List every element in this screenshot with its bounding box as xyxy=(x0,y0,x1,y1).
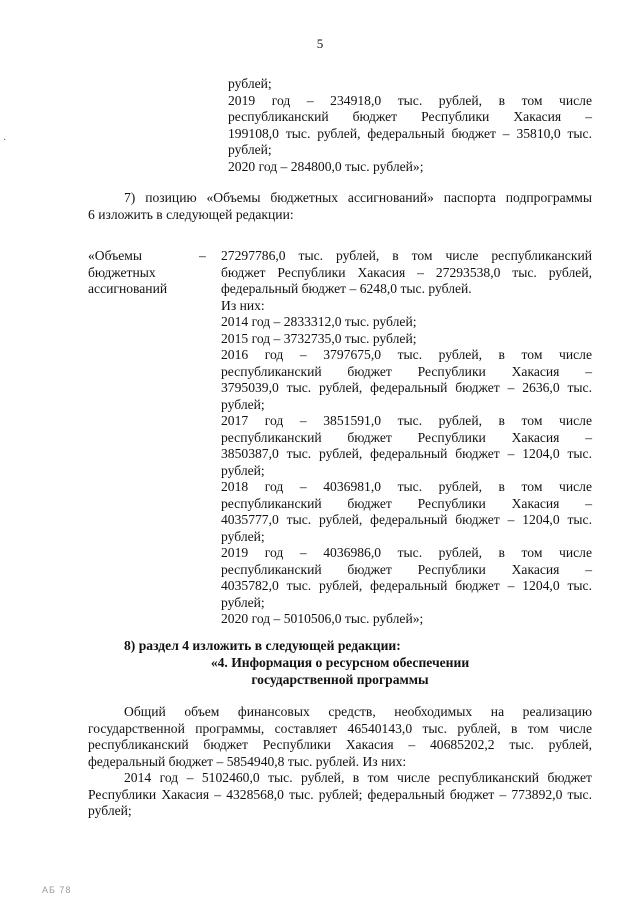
body-2014-line: рублей; xyxy=(88,803,132,818)
passport-value-line: 2015 год – 3732735,0 тыс. рублей; xyxy=(221,330,417,346)
passport-label-line: «Объемы xyxy=(88,248,142,263)
passport-value-line: республиканский бюджет Республики Хакасия – xyxy=(221,429,592,445)
passport-label-line: бюджетных xyxy=(88,264,156,280)
passport-value-line: рублей; xyxy=(221,396,265,412)
passport-value-line: 2017 год – 3851591,0 тыс. рублей, в том числе xyxy=(221,413,592,428)
section-title xyxy=(198,655,482,688)
passport-value-line: федеральный бюджет – 6248,0 тыс. рублей. xyxy=(221,281,472,296)
top-block-line: республиканский бюджет Республики Хакасия – xyxy=(228,109,592,124)
section-title-line: государственной программы xyxy=(251,671,429,687)
passport-value-line: 27297786,0 тыс. рублей, в том числе республиканский xyxy=(221,248,592,263)
body-paragraph-line: Общий объем финансовых средств, необходимых на реализацию xyxy=(124,704,592,719)
passport-value xyxy=(221,248,592,628)
passport-label-line: ассигнований xyxy=(88,281,168,296)
footer-code: АБ 78 xyxy=(42,885,72,895)
passport-value-line: 4035777,0 тыс. рублей, федеральный бюджет – 1204,0 тыс. xyxy=(221,512,592,527)
top-block-line: 2020 год – 284800,0 тыс. рублей»; xyxy=(228,158,424,174)
item7-line: 6 изложить в следующей редакции: xyxy=(88,206,294,222)
passport-value-line: республиканский бюджет Республики Хакасия – xyxy=(221,495,592,511)
page-number: 5 xyxy=(316,36,324,51)
body-2014-line: 2014 год – 5102460,0 тыс. рублей, в том числе республиканский бюджет xyxy=(124,770,592,785)
body-2014-line: Республики Хакасия – 4328568,0 тыс. рублей; федеральный бюджет – 773892,0 тыс. xyxy=(88,786,592,802)
body-paragraph-line: федеральный бюджет – 5854940,8 тыс. рублей. Из них: xyxy=(88,753,407,769)
passport-value-line: республиканский бюджет Республики Хакасия – xyxy=(221,561,592,577)
body-paragraph-line: государственной программы, составляет 46540143,0 тыс. рублей, в том числе xyxy=(88,720,592,736)
passport-value-line: 3850387,0 тыс. рублей, федеральный бюджет – 1204,0 тыс. xyxy=(221,446,592,461)
item-8-text: 8) раздел 4 изложить в следующей редакции: xyxy=(124,638,401,653)
passport-value-line: рублей; xyxy=(221,462,265,478)
passport-label xyxy=(88,248,198,298)
passport-value-line: 2020 год – 5010506,0 тыс. рублей»; xyxy=(221,611,424,626)
passport-value-line: республиканский бюджет Республики Хакасия – xyxy=(221,363,592,379)
passport-value-line: рублей; xyxy=(221,528,265,544)
passport-value-line: 2019 год – 4036986,0 тыс. рублей, в том числе xyxy=(221,545,592,560)
passport-value-line: Из них: xyxy=(221,297,265,313)
item7-line: 7) позицию «Объемы бюджетных ассигнований» паспорта подпрограммы xyxy=(124,190,592,205)
item-7-paragraph xyxy=(88,190,592,223)
section-title-line: «4. Информация о ресурсном обеспечении xyxy=(210,655,470,670)
top-block-line: 199108,0 тыс. рублей, федеральный бюджет – 35810,0 тыс. xyxy=(228,125,592,141)
resource-2014-paragraph xyxy=(88,770,592,820)
passport-value-line: 2014 год – 2833312,0 тыс. рублей; xyxy=(221,314,417,329)
resource-paragraph xyxy=(88,704,592,770)
passport-value-line: рублей; xyxy=(221,594,265,610)
passport-value-line: 4035782,0 тыс. рублей, федеральный бюджет – 1204,0 тыс. xyxy=(221,578,592,593)
passport-value-line: бюджет Республики Хакасия – 27293538,0 тыс. рублей, xyxy=(221,264,592,280)
top-continuation-block xyxy=(228,76,592,175)
top-block-line: 2019 год – 234918,0 тыс. рублей, в том числе xyxy=(228,92,592,108)
top-block-line: рублей; xyxy=(228,76,272,91)
item-8-paragraph xyxy=(124,638,401,655)
top-block-line: рублей; xyxy=(228,142,272,157)
passport-value-line: 3795039,0 тыс. рублей, федеральный бюджет – 2636,0 тыс. xyxy=(221,380,592,395)
passport-dash: – xyxy=(199,248,206,263)
body-paragraph-line: республиканский бюджет Республики Хакасия – 40685202,2 тыс. рублей, xyxy=(88,737,592,752)
passport-value-line: 2016 год – 3797675,0 тыс. рублей, в том числе xyxy=(221,347,592,362)
passport-value-line: 2018 год – 4036981,0 тыс. рублей, в том числе xyxy=(221,479,592,494)
margin-tick-mark: · xyxy=(3,135,7,146)
